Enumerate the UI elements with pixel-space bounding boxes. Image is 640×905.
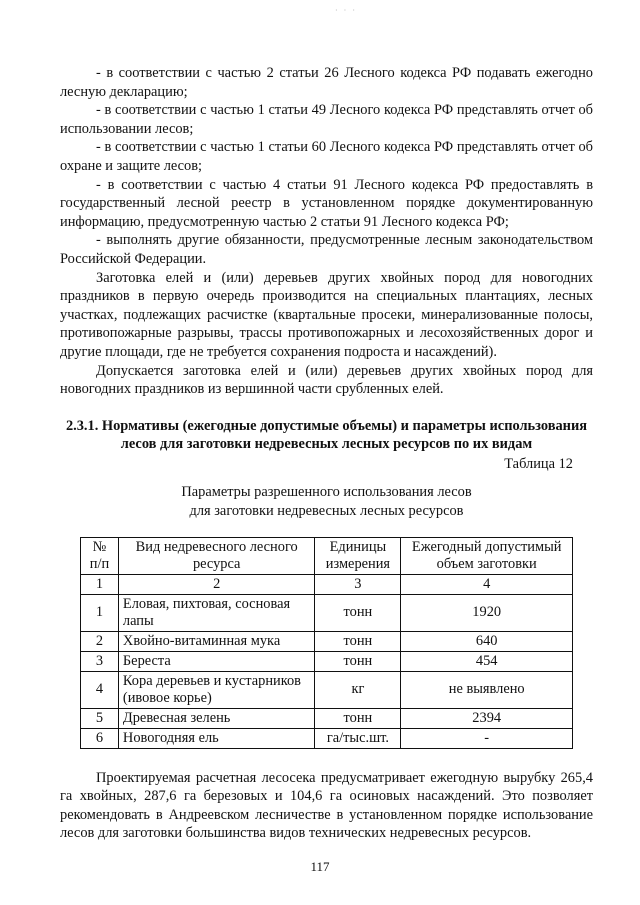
column-number: 3 [315,574,401,594]
section-heading: 2.3.1. Нормативы (ежегодные допустимые объемы) и параметры использования лесов для заготовки недревесных лесных ресурсов по их видам [65,417,588,453]
row-num: 3 [81,651,119,671]
resources-table [80,537,573,749]
page-content [60,64,593,843]
table-header-row [81,537,573,574]
table-caption-line-2: для заготовки недревесных лесных ресурсов [189,503,464,520]
header-resource: Вид недревесного лесного ресурса [118,537,315,574]
row-resource: Береста [118,651,315,671]
column-number: 4 [401,574,573,594]
table-row [81,651,573,671]
table-caption-line-1: Параметры разрешенного использования лесов [181,484,472,501]
row-volume: 640 [401,631,573,651]
spacer [60,399,593,417]
row-unit: тонн [315,631,401,651]
paragraph-conclusion: Проектируемая расчетная лесосека предусматривает ежегодную вырубку 265,4 га хвойных, 287,6 га березовых и 104,6 га осиновых насаждений. Это позволяет рекомендовать в Андреевском лесничестве в установленном порядке использование лесов для заготовки большинства видов технических недревесных ресурсов. [60,769,593,842]
table-row [81,708,573,728]
table-row [81,594,573,631]
page-number: 117 [310,859,330,874]
header-volume: Ежегодный допустимый объем заготовки [401,537,573,574]
paragraph-harvest: Заготовка елей и (или) деревьев других хвойных пород для новогодних праздников в первую очередь производится на специальных плантациях, лесных участках, подлежащих расчистке (квартальные просеки, минерализованные полосы, противопожарные разрывы, трассы противопожарных и лесохозяйственных дорог и другие площади, где не требуется сохранения подроста и насаждений). [60,269,593,360]
row-resource: Древесная зелень [118,708,315,728]
row-unit: тонн [315,594,401,631]
column-number: 1 [81,574,119,594]
table-row [81,728,573,748]
row-resource: Новогодняя ель [118,728,315,748]
row-unit: кг [315,671,401,708]
table-row [81,631,573,651]
row-resource: Еловая, пихтовая, сосновая лапы [118,594,315,631]
header-num: № п/п [81,537,119,574]
paragraph-duty-1: - в соответствии с частью 2 статьи 26 Лесного кодекса РФ подавать ежегодно лесную декларацию; [60,65,593,100]
row-num: 2 [81,631,119,651]
row-num: 1 [81,594,119,631]
row-unit: га/тыс.шт. [315,728,401,748]
row-volume: 454 [401,651,573,671]
row-volume: 2394 [401,708,573,728]
header-unit: Единицы измерения [315,537,401,574]
table-caption [60,483,593,520]
scan-mark: · · · [335,6,357,15]
paragraph-duty-5: - выполнять другие обязанности, предусмотренные лесным законодательством Российской Федерации. [60,232,593,267]
row-unit: тонн [315,651,401,671]
paragraph-duty-3: - в соответствии с частью 1 статьи 60 Лесного кодекса РФ представлять отчет об охране и защите лесов; [60,139,593,174]
paragraph-duty-2: - в соответствии с частью 1 статьи 49 Лесного кодекса РФ представлять отчет об использовании лесов; [60,102,593,137]
table-column-numbers-row [81,574,573,594]
row-num: 5 [81,708,119,728]
row-volume: не выявлено [401,671,573,708]
table-row [81,671,573,708]
table-number: Таблица 12 [504,455,573,472]
row-num: 6 [81,728,119,748]
row-unit: тонн [315,708,401,728]
row-volume: - [401,728,573,748]
paragraph-duty-4: - в соответствии с частью 4 статьи 91 Лесного кодекса РФ предоставлять в государственный лесной реестр в установленном порядке документированную информацию, предусмотренную частью 2 статьи 91 Лесного кодекса РФ; [60,176,593,230]
column-number: 2 [118,574,315,594]
spacer [60,749,593,769]
row-num: 4 [81,671,119,708]
row-volume: 1920 [401,594,573,631]
paragraph-allowed: Допускается заготовка елей и (или) деревьев других хвойных пород для новогодних праздников из вершинной части срубленных елей. [60,362,593,398]
row-resource: Кора деревьев и кустарников (ивовое корье) [118,671,315,708]
row-resource: Хвойно-витаминная мука [118,631,315,651]
